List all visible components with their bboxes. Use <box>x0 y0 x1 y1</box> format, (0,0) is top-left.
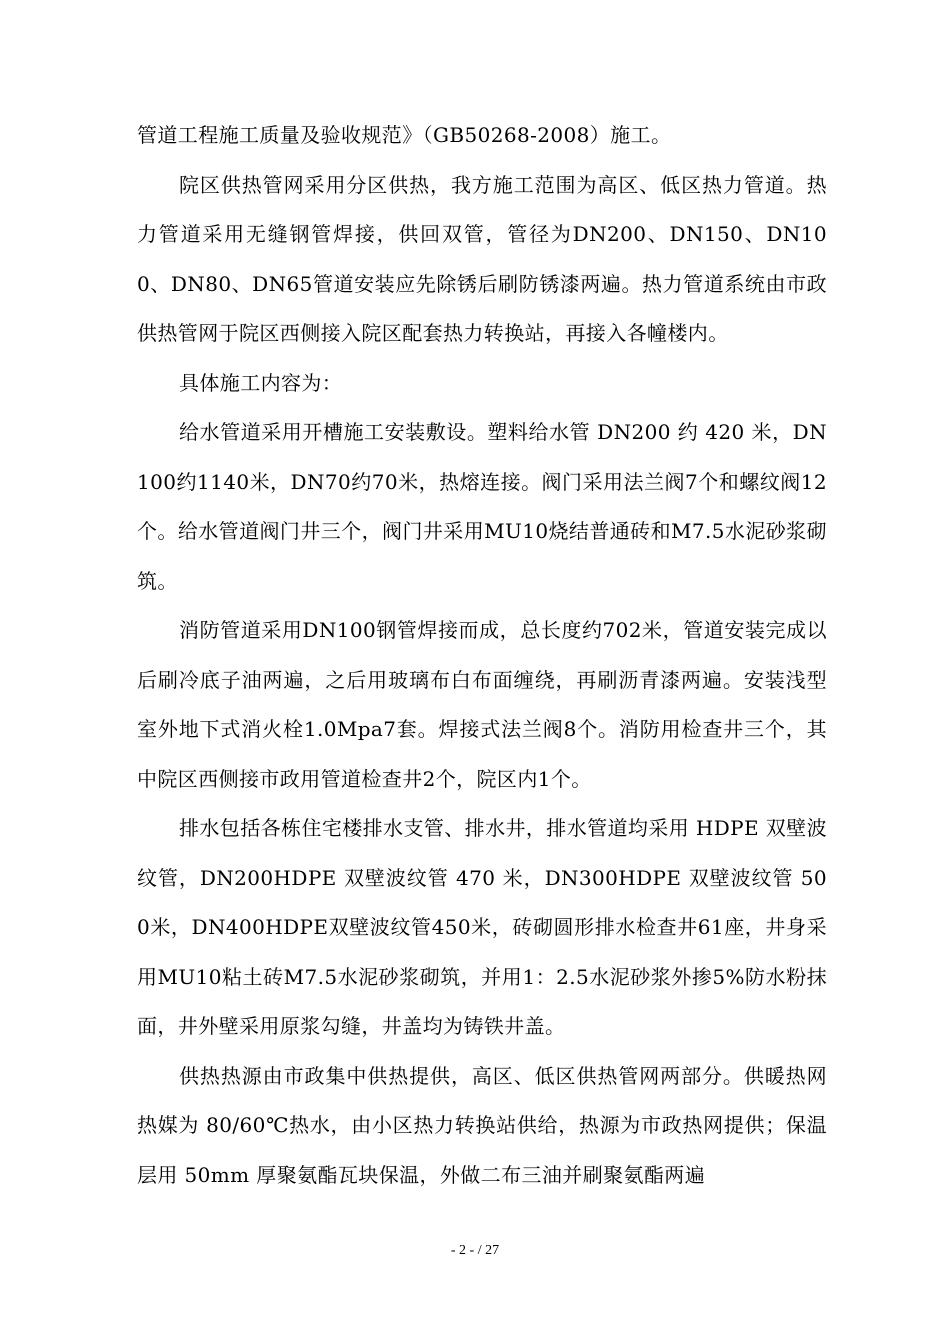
paragraph-3: 具体施工内容为： <box>179 370 343 395</box>
paragraph-4: 给水管道采用开槽施工安装敷设。塑料给水管 DN200 约 420 米，DN100约1140米，DN70约70米，热熔连接。阀门采用法兰阀7个和螺纹阀12个。给水管道阀门井三个，阀门井采用MU10烧结普通砖和M7.5水泥砂浆砌筑。 <box>137 420 827 593</box>
paragraph-2: 院区供热管网采用分区供热，我方施工范围为高区、低区热力管道。热力管道采用无缝钢管焊接，供回双管，管径为DN200、DN150、DN100、DN80、DN65管道安装应先除锈后刷防锈漆两遍。热力管道系统由市政供热管网于院区西侧接入院区配套热力转换站，再接入各幢楼内。 <box>137 172 827 345</box>
paragraph-7: 供热热源由市政集中供热提供，高区、低区供热管网两部分。供暖热网热媒为 80/60℃热水，由小区热力转换站供给，热源为市政热网提供；保温层用 50mm 厚聚氨酯瓦块保温，外做二布三油并刷聚氨酯两遍 <box>137 1063 827 1187</box>
paragraph-1: 管道工程施工质量及验收规范》（GB50268-2008）施工。 <box>137 123 672 147</box>
paragraph-5: 消防管道采用DN100钢管焊接而成，总长度约702米，管道安装完成以后刷冷底子油两遍，之后用玻璃布白布面缠绕，再刷沥青漆两遍。安装浅型室外地下式消火栓1.0Mpa7套。焊接式法兰阀8个。消防用检查井三个，其中院区西侧接市政用管道检查井2个，院区内1个。 <box>137 618 827 791</box>
document-body <box>137 111 827 1200</box>
page-number: - 2 - / 27 <box>450 1243 500 1258</box>
paragraph-6: 排水包括各栋住宅楼排水支管、排水井，排水管道均采用 HDPE 双壁波纹管，DN200HDPE 双壁波纹管 470 米，DN300HDPE 双壁波纹管 500米，DN400HDPE双壁波纹管450米，砖砌圆形排水检查井61座，井身采用MU10粘土砖M7.5水泥砂浆砌筑，并用1：2.5水泥砂浆外掺5%防水粉抹面，井外壁采用原浆勾缝，井盖均为铸铁井盖。 <box>137 816 827 1038</box>
